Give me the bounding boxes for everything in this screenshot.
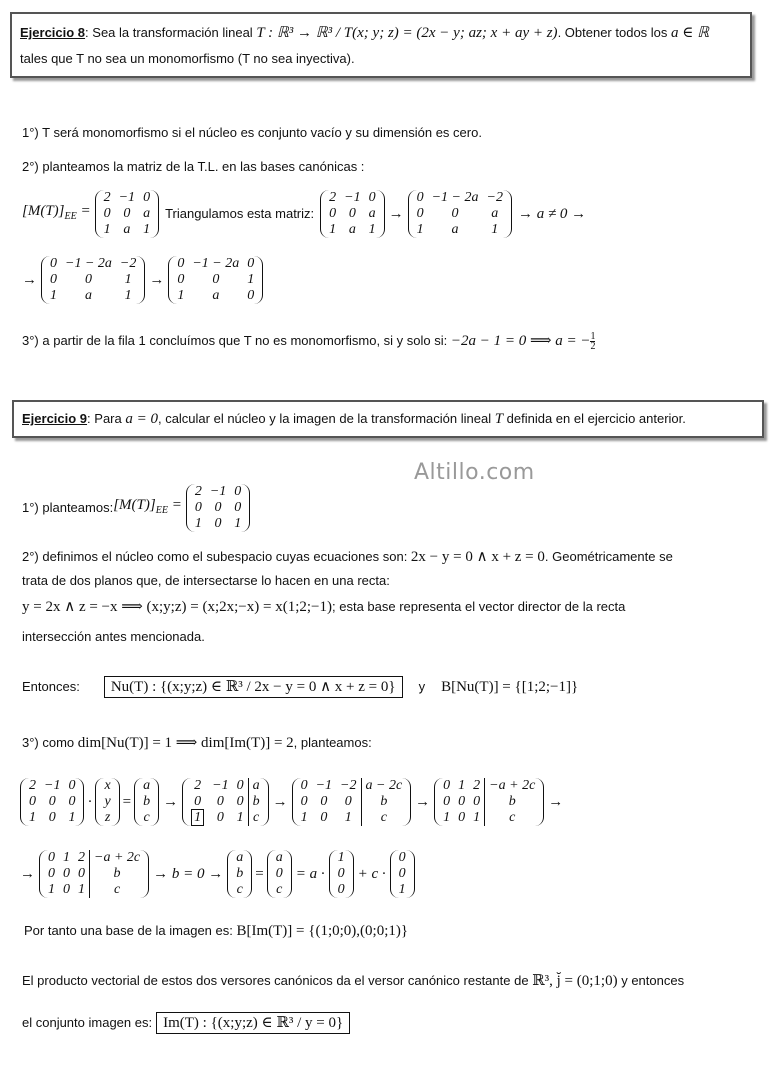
step-9-1-text: 1°) planteamos: <box>22 500 114 515</box>
matrix-cell: 1 <box>247 272 255 287</box>
cross-text: El producto vectorial de estos dos versores canónicos da el versor canónico restante de <box>22 973 533 988</box>
exercise-8-formula: T : ℝ³ → ℝ³ / T(x; y; z) = (2x − y; az; x + ay + z) <box>256 25 558 41</box>
matrix-cell: 0 <box>300 794 308 809</box>
matrix-cell: 0 <box>48 866 55 881</box>
image-set-row <box>22 1012 350 1034</box>
matrix-cell: 0 <box>236 794 244 809</box>
matrix-m5 <box>186 484 250 532</box>
matrix-cell: 0 <box>416 190 424 205</box>
matrix-cell: −a + 2c <box>90 850 145 866</box>
matrix-cell: 0 <box>50 272 57 287</box>
matrix-cell: −1 − 2a <box>192 256 240 271</box>
vector-e1-table <box>334 850 349 898</box>
matrix-cell: b <box>248 794 264 810</box>
exercise-8-heading: Ejercicio 8 <box>20 25 86 40</box>
matrix-label: $[M(T)]_{EE}$ = <box>22 203 91 222</box>
matrix-cell: a − 2c <box>361 778 406 794</box>
augmented-ag3-copy <box>39 850 149 898</box>
augmented-ag1-table <box>187 778 263 826</box>
vector-e1 <box>329 850 354 898</box>
matrix-m1-copy-table <box>325 190 379 238</box>
cross-text-b: y entonces <box>617 973 685 988</box>
exercise-9-heading: Ejercicio 9 <box>22 411 88 426</box>
matrix-cell: 0 <box>68 794 76 809</box>
matrix-cell: 2 <box>194 778 202 793</box>
kernel-equations: 2x − y = 0 ∧ x + z = 0 <box>410 549 545 565</box>
matrix-cell: −1 <box>212 778 229 793</box>
matrix-cell: b <box>236 866 244 881</box>
matrix-cell: 1 <box>143 222 151 237</box>
matrix-row-8b <box>22 256 263 304</box>
step-9-2-text-e: ; esta base representa el vector director de la recta <box>332 599 626 614</box>
matrix-cell: 0 <box>458 810 466 825</box>
matrix-cell: 0 <box>143 190 151 205</box>
matrix-cell: 0 <box>443 794 451 809</box>
matrix-cell: 0 <box>337 866 345 881</box>
matrix-cell: a <box>236 850 244 865</box>
matrix-cell: a <box>212 288 220 303</box>
matrix-cell: c <box>248 810 264 826</box>
matrix-cell: 0 <box>247 256 255 271</box>
matrix-cell <box>187 810 208 826</box>
matrix-cell: 1 <box>458 778 466 793</box>
matrix-cell: 0 <box>29 794 36 809</box>
matrix-cell: a <box>84 288 92 303</box>
matrix-cell: 1 <box>344 810 352 825</box>
matrix-cell: 1 <box>124 272 132 287</box>
matrix-cell: 0 <box>398 850 406 865</box>
triangulate-label: Triangulamos esta matriz: <box>165 206 315 221</box>
step-9-2-text-b: . Geométricamente se <box>544 549 673 564</box>
image-base-label: Por tanto una base de la imagen es: <box>24 923 237 938</box>
matrix-cell: −a + 2c <box>485 778 540 794</box>
exercise-8-a-in-r: a ∈ ℝ <box>671 25 709 41</box>
matrix-cell: −1 <box>209 484 227 499</box>
exercise-8-text-b: . Obtener todos los <box>557 25 672 40</box>
image-set-label: el conjunto imagen es: <box>22 1015 153 1030</box>
matrix-cell: 1 <box>398 882 406 897</box>
matrix-cell: z <box>104 810 111 825</box>
matrix-cell: b <box>485 794 540 810</box>
exercise-9-box <box>12 400 764 438</box>
matrix-cell: 0 <box>177 256 185 271</box>
entonces-label: Entonces: <box>22 679 80 694</box>
matrix-m4 <box>168 256 263 304</box>
matrix-cell: 1 <box>50 288 57 303</box>
matrix-cell: −1 <box>44 778 61 793</box>
matrix-cell: 1 <box>78 882 85 897</box>
matrix-cell: 0 <box>451 206 459 221</box>
matrix-cell: a <box>123 222 131 237</box>
step-9-3 <box>22 734 372 752</box>
step-9-2-line4: intersección antes mencionada. <box>22 629 205 644</box>
matrix-m3-table <box>46 256 140 304</box>
matrix-cell: b <box>143 794 151 809</box>
matrix-cell: 1 <box>234 516 242 531</box>
augmented-ag3-copy-table <box>44 850 144 898</box>
matrix-m1 <box>95 190 159 238</box>
arrow: → <box>163 794 179 810</box>
matrix-cell: 1 <box>337 850 345 865</box>
exercise-9-text-c: definida en el ejercicio anterior. <box>503 411 686 426</box>
matrix-cell: 0 <box>84 272 92 287</box>
arrow: → <box>415 794 431 810</box>
matrix-cell: 0 <box>48 810 56 825</box>
matrix-cell: 1 <box>329 222 337 237</box>
vector-a0c <box>267 850 292 898</box>
arrow: → <box>149 272 165 288</box>
matrix-cell: 0 <box>236 778 244 793</box>
matrix-label-9: $[M(T)]_{EE}$ = <box>113 497 182 516</box>
matrix-cell: 0 <box>348 206 356 221</box>
watermark-logo: Altillo.com <box>414 460 535 485</box>
matrix-cell: 0 <box>234 484 242 499</box>
matrix-m1-table <box>100 190 154 238</box>
exercise-8-line1 <box>20 24 709 42</box>
matrix-cell: 0 <box>275 866 283 881</box>
matrix-cell: b <box>90 866 145 882</box>
j-versor: , j̆ = (0;1;0) <box>549 973 618 989</box>
matrix-cell: x <box>104 778 111 793</box>
matrix-cell: 0 <box>247 288 255 303</box>
vector-e3-table <box>395 850 410 898</box>
step-8-3-text: 3°) a partir de la fila 1 concluímos que T no es monomorfismo, si y solo si: <box>22 333 451 348</box>
matrix-cell: −2 <box>486 190 503 205</box>
step-9-2-line1 <box>22 548 673 566</box>
matrix-cell: c <box>276 882 283 897</box>
exercise-8-line2: tales que T no sea un monomorfismo (T no sea inyectiva). <box>20 51 355 66</box>
matrix-cell: −1 − 2a <box>65 256 112 271</box>
matrix-cell: 0 <box>443 778 451 793</box>
kernel-base: B[Nu(T)] = {[1;2;−1]} <box>441 679 579 695</box>
matrix-cell: a <box>368 206 376 221</box>
exercise-9-a0: a = 0 <box>125 411 158 427</box>
arrow: → <box>548 794 564 810</box>
matrix-cell: 0 <box>214 516 222 531</box>
vector-abc <box>134 778 159 826</box>
plus-c: + c · <box>357 866 386 882</box>
cross-product-line <box>22 972 684 990</box>
matrix-cell: 0 <box>48 794 56 809</box>
matrix-cell: 2 <box>473 778 481 793</box>
matrix-cell: 0 <box>177 272 185 287</box>
matrix-cell: c <box>90 882 145 898</box>
vector-abc-2-table <box>232 850 247 898</box>
matrix-cell: 0 <box>416 206 424 221</box>
matrix-m3 <box>41 256 145 304</box>
matrix-row-8a <box>22 190 586 238</box>
vector-xyz <box>95 778 119 826</box>
arrow: → <box>22 272 37 288</box>
matrix-cell: −1 <box>315 778 333 793</box>
matrix-cell: 1 <box>443 810 451 825</box>
condition-a-nonzero: → a ≠ 0 → <box>517 206 587 222</box>
matrix-cell: c <box>236 882 243 897</box>
fraction-half: $\frac{1}{2}$ <box>590 331 596 353</box>
augmented-ag3 <box>434 778 544 826</box>
matrix-cell: 0 <box>212 272 220 287</box>
image-base: B[Im(T)] = {(1;0;0),(0;0;1)} <box>236 923 409 939</box>
matrix-cell: 0 <box>329 206 337 221</box>
matrix-cell: a <box>491 206 499 221</box>
matrix-cell: 0 <box>234 500 242 515</box>
dot: · <box>87 794 93 810</box>
matrix-cell: 2 <box>329 190 337 205</box>
matrix-cell: 1 <box>368 222 376 237</box>
kernel-row <box>22 676 578 698</box>
exercise-9-line <box>22 410 686 428</box>
matrix-cell: 0 <box>216 810 224 825</box>
matrix-cell: 0 <box>216 794 224 809</box>
arrow: → <box>20 866 35 882</box>
matrix-cell: 1 <box>103 222 111 237</box>
a-dot: = a · <box>295 866 325 882</box>
matrix-cell: 0 <box>68 778 76 793</box>
matrix-cell: 1 <box>48 882 55 897</box>
matrix-m2-table <box>413 190 507 238</box>
matrix-cell: c <box>485 810 540 826</box>
matrix-cell: −2 <box>119 256 137 271</box>
matrix-cell: 2 <box>78 850 85 865</box>
matrix-cell: a <box>143 778 151 793</box>
exercise-9-text: : Para <box>87 411 126 426</box>
matrix-cell: 1 <box>300 810 308 825</box>
matrix-cell: 0 <box>368 190 376 205</box>
matrix-cell: 0 <box>398 866 406 881</box>
matrix-m5-table <box>191 484 245 532</box>
pivot-box: 1 <box>191 809 204 826</box>
matrix-cell: 0 <box>337 882 345 897</box>
matrix-cell: 1 <box>124 288 132 303</box>
matrix-cell: −2 <box>340 778 357 793</box>
vector-abc-table <box>139 778 154 826</box>
matrix-m1-copy <box>320 190 384 238</box>
matrix-cell: y <box>104 794 111 809</box>
dimension-formula: dim[Nu(T)] = 1 ⟹ dim[Im(T)] = 2 <box>77 735 294 751</box>
matrix-m4-table <box>173 256 258 304</box>
matrix-cell: 1 <box>177 288 185 303</box>
matrix-cell: 0 <box>320 794 328 809</box>
matrix-cell: 1 <box>473 810 481 825</box>
step-8-2: 2°) planteamos la matriz de la T.L. en las bases canónicas : <box>22 159 365 174</box>
matrix-cell: c <box>143 810 150 825</box>
step-8-3-formula: −2a − 1 = 0 ⟹ a = − <box>450 333 591 349</box>
exercise-9-text-b: , calcular el núcleo y la imagen de la transformación lineal <box>157 411 495 426</box>
matrix-cell: 0 <box>194 794 202 809</box>
matrix-cell: −1 <box>344 190 361 205</box>
matrix-cell: 1 <box>416 222 424 237</box>
augmented-row-2 <box>20 850 415 898</box>
matrix-cell: 0 <box>344 794 352 809</box>
matrix-cell: a <box>248 778 264 794</box>
matrix-cell: 0 <box>194 500 202 515</box>
matrix-cell: 1 <box>68 810 76 825</box>
step-9-2-line3 <box>22 598 625 616</box>
matrix-cell: 0 <box>63 866 70 881</box>
matrix-cell: a <box>275 850 283 865</box>
matrix-cell: 2 <box>103 190 111 205</box>
matrix-cell: a <box>143 206 151 221</box>
exercise-8-box <box>10 12 752 78</box>
matrix-cell: 0 <box>63 882 70 897</box>
r3-symbol: ℝ³ <box>532 973 550 989</box>
matrix-cell: a <box>451 222 459 237</box>
matrix-cell: 1 <box>63 850 70 865</box>
step-8-3 <box>22 332 595 351</box>
equals: = <box>122 794 132 810</box>
matrix-cell: 0 <box>50 256 57 271</box>
kernel-set-boxed: Nu(T) : {(x;y;z) ∈ ℝ³ / 2x − y = 0 ∧ x + z = 0} <box>104 676 403 698</box>
augmented-ag2 <box>292 778 412 826</box>
matrix-cell: 1 <box>194 516 202 531</box>
augmented-row-1 <box>20 778 563 826</box>
step-9-2-text: 2°) definimos el núcleo como el subespacio cuyas ecuaciones son: <box>22 549 411 564</box>
b-zero: → b = 0 → <box>153 866 224 882</box>
image-base-row <box>24 922 408 940</box>
image-set-boxed: Im(T) : {(x;y;z) ∈ ℝ³ / y = 0} <box>156 1012 350 1034</box>
matrix-cell: 2 <box>29 778 36 793</box>
augmented-ag2-table <box>297 778 407 826</box>
matrix-cell: 0 <box>123 206 131 221</box>
matrix-cell: 1 <box>29 810 36 825</box>
matrix-cell: c <box>361 810 406 826</box>
line-parametrization: y = 2x ∧ z = −x ⟹ (x;y;z) = (x;2x;−x) = x(1;2;−1) <box>22 599 332 615</box>
exercise-9-T: T <box>494 411 504 427</box>
y-word: y <box>418 679 426 694</box>
matrix-cell: 0 <box>458 794 466 809</box>
step-9-1 <box>22 484 250 532</box>
exercise-8-text: : Sea la transformación lineal <box>85 25 257 40</box>
matrix-m2 <box>408 190 512 238</box>
step-9-3-text: 3°) como <box>22 735 78 750</box>
matrix-cell: 0 <box>320 810 328 825</box>
matrix-cell: 0 <box>78 866 85 881</box>
matrix-cell: 0 <box>103 206 111 221</box>
arrow: → <box>388 206 404 222</box>
matrix-m5-eq <box>20 778 84 826</box>
vector-abc-2 <box>227 850 252 898</box>
vector-xyz-table <box>100 778 114 826</box>
matrix-cell: b <box>361 794 406 810</box>
matrix-cell: 2 <box>194 484 202 499</box>
matrix-cell: 1 <box>491 222 499 237</box>
matrix-cell: 0 <box>214 500 222 515</box>
matrix-m5-eq-table <box>25 778 79 826</box>
matrix-cell: 0 <box>300 778 308 793</box>
augmented-ag3-table <box>439 778 539 826</box>
vector-a0c-table <box>272 850 287 898</box>
arrow: → <box>272 794 288 810</box>
matrix-cell: 1 <box>236 810 244 825</box>
matrix-cell: −1 <box>118 190 136 205</box>
augmented-ag1 <box>182 778 268 826</box>
vector-e3 <box>390 850 415 898</box>
step-9-3-text-b: , planteamos: <box>293 735 372 750</box>
matrix-cell: 0 <box>48 850 55 865</box>
matrix-cell: a <box>348 222 356 237</box>
step-9-2-line2: trata de dos planos que, de intersectarse lo hacen en una recta: <box>22 573 390 588</box>
equals: = <box>255 866 264 882</box>
matrix-cell: −1 − 2a <box>431 190 479 205</box>
matrix-cell: 0 <box>473 794 481 809</box>
step-8-1: 1°) T será monomorfismo si el núcleo es conjunto vacío y su dimensión es cero. <box>22 125 482 140</box>
